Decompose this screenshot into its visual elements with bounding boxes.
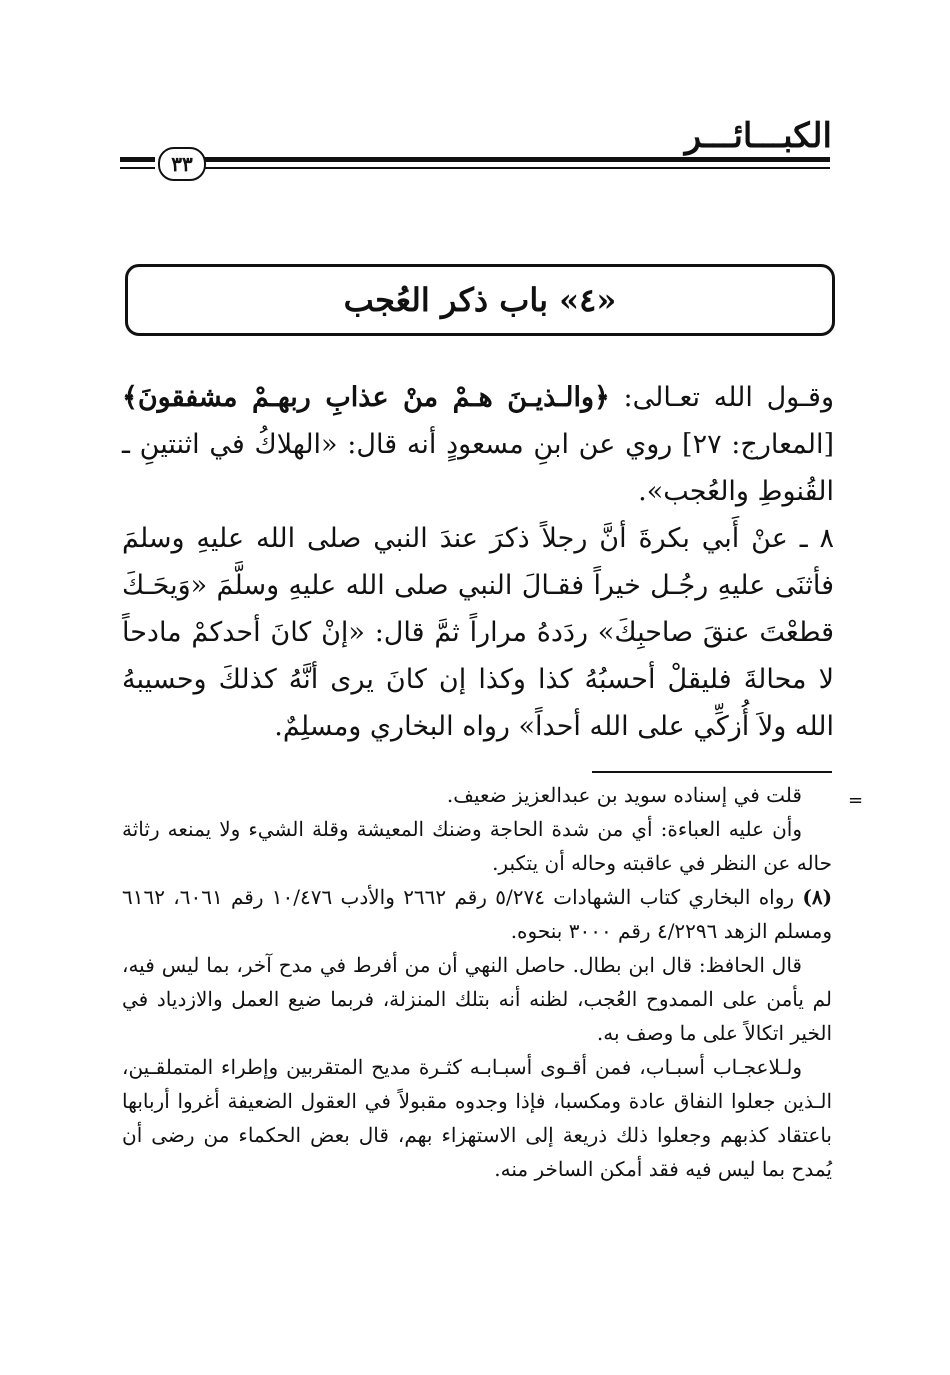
intro-text: وقـول الله تعـالى: [609,382,834,413]
footnote-separator [592,771,832,773]
margin-mark: = [848,790,864,811]
paragraph-intro [122,374,834,515]
intro-rest: [المعارج: ٢٧] روي عن ابنِ مسعودٍ أنه قال: «الهلاكُ في اثنتينِ ـ القُنوطِ والعُجب». [122,429,834,507]
chapter-title: «٤» باب ذكر العُجب [343,281,617,319]
footnote-5: ولـلاعجـاب أسبـاب، فمن أقـوى أسبـابـه كثـرة مديح المتقربين وإطراء المتملقـين، الـذين جعلوا النفاق عادة ومكسبا، فإذا وجدوه مقبولاً في العقول الضعيفة أغروا أربابها باعتقاد كذبهم وجعلوا ذلك ذريعة إلى الاستهزاء بهم، قال بعض الحكماء من رضى أن يُمدح بما ليس فيه فقد أمكن الساخر منه. [122,1055,832,1181]
running-title: الكبـــائـــر [684,116,832,156]
header-rule-thin [205,167,830,169]
hadith-8: ٨ ـ عنْ أَبي بكرةَ أنَّ رجلاً ذكرَ عندَ النبي صلى الله عليهِ وسلمَ فأثنَى عليهِ رجُـل خيراً فقـالَ النبي صلى الله عليهِ وسلَّمَ «وَيحَـكَ قطعْتَ عنقَ صاحبِكَ» ردَدهُ مراراً ثمَّ قال: «إنْ كانَ أحدكمْ مادحاً لا محالةَ فليقلْ أحسبُهُ كذا وكذا إن كانَ يرى أنَّهُ كذلكَ وحسيبهُ الله ولاَ أُزكِّي على الله أحداً» رواه البخاري ومسلِمٌ. [122,523,834,742]
quran-verse: ﴿والـذيـنَ هـمْ منْ عذابِ ربهـمْ مشفقونَ﴾ [122,382,610,413]
page-number: ٣٣ [158,147,206,181]
header-rule-left-thin [120,167,155,169]
footnote-8-text: رواه البخاري كتاب الشهادات ٥/٢٧٤ رقم ٢٦٦٢ والأدب ١٠/٤٧٦ رقم ٦٠٦١، ٦١٦٢ ومسلم الزهد ٤/٢٢٩٦ رقم ٣٠٠٠ بنحوه. [122,885,832,943]
footnote-1: قلت في إسناده سويد بن عبدالعزيز ضعيف. [446,783,802,807]
footnote-2: وأن عليه العباءة: أي من شدة الحاجة وضنك المعيشة وقلة الشيء ولا يمنعه رثاثة حاله عن النظر في عاقبته وحاله أن يتكبر. [122,817,832,875]
footnote-4: قال الحافظ: قال ابن بطال. حاصل النهي أن من أفرط في مدح آخر، بما ليس فيه، لم يأمن على الممدوح العُجب، لظنه أنه بتلك المنزلة، فربما ضيع العمل والازدياد في الخير اتكالاً على ما وصف به. [122,953,832,1045]
footnote-number: (٨) [802,885,833,909]
footnotes [122,778,832,1186]
footnote-8 [122,880,832,948]
chapter-heading-box [125,264,835,336]
header-rule-left [120,157,155,162]
main-text [122,374,834,750]
header-rule [205,157,830,162]
